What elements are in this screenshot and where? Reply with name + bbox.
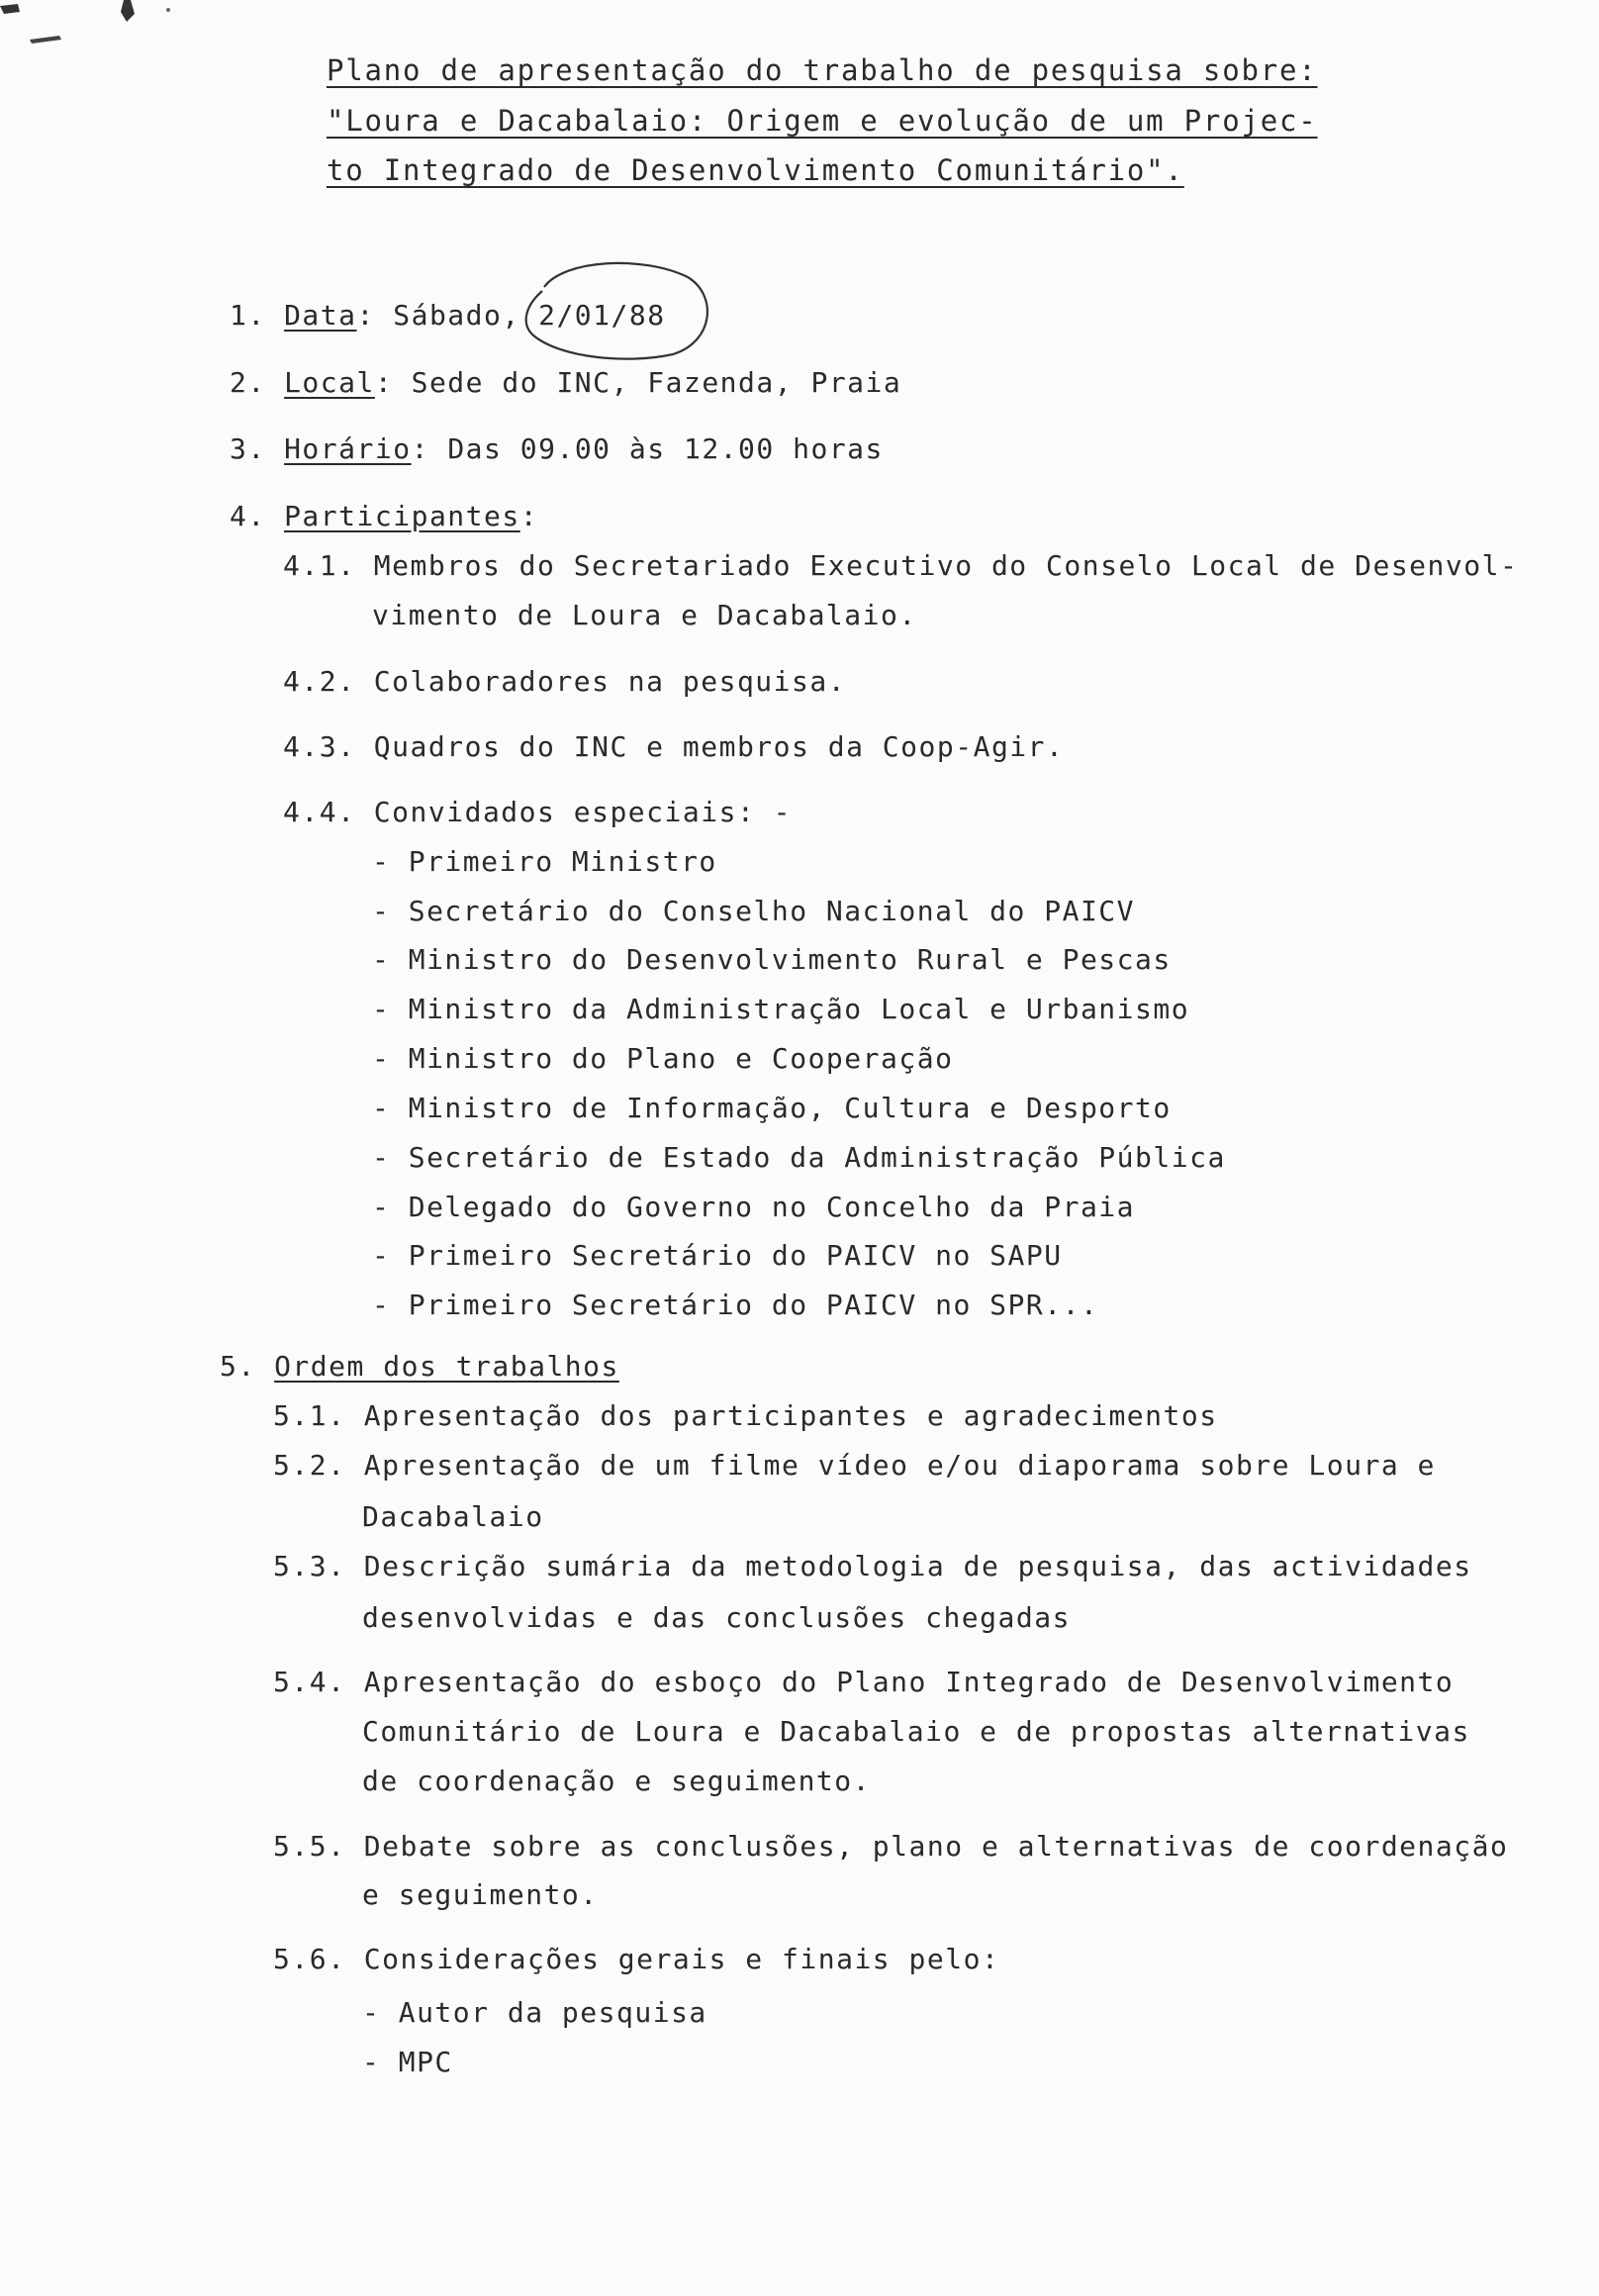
sub-text: Membros do Secretariado Executivo do Conselo Local de Desenvol- (373, 549, 1519, 582)
participants-label: Participantes (284, 500, 520, 532)
schedule-label: Horário (284, 432, 412, 465)
sub-number: 5.1. (273, 1399, 346, 1432)
sub-text: Quadros do INC e membros da Coop-Agir. (373, 730, 1065, 763)
sub-text: Convidados especiais: - (373, 796, 793, 828)
order-5-2 (273, 1449, 1436, 1483)
guest-list-item: - Primeiro Ministro (372, 845, 717, 878)
sub-number: 4.4. (283, 796, 356, 828)
order-label: Ordem dos trabalhos (274, 1350, 619, 1383)
sub-number: 5.2. (273, 1449, 346, 1482)
place-value: Sede do INC, Fazenda, Praia (411, 366, 902, 399)
sub-number: 4.1. (283, 549, 356, 582)
item-number: 3. (230, 432, 266, 465)
guest-list-item: - Ministro do Plano e Cooperação (372, 1042, 954, 1075)
participants-4-2 (283, 665, 846, 699)
order-5-4 (273, 1666, 1454, 1699)
order-5-6 (273, 1943, 999, 1976)
sub-text: Apresentação dos participantes e agradecimentos (363, 1399, 1218, 1432)
scan-artifact (0, 0, 198, 59)
sub-number: 5.5. (273, 1830, 346, 1863)
participants-4-1 (283, 549, 1518, 583)
item-participants: 4. Participantes: (230, 500, 539, 532)
guest-list-item: - Secretário do Conselho Nacional do PAICV (372, 895, 1136, 927)
date-value: Sábado, 2/01/88 (393, 299, 666, 332)
participants-4-4 (283, 796, 792, 829)
sub-number: 5.4. (273, 1666, 346, 1698)
item-schedule: 3. Horário: Das 09.00 às 12.00 horas (230, 432, 884, 465)
sub-text: Apresentação do esboço do Plano Integrado de Desenvolvimento (363, 1666, 1455, 1698)
sub-text: Colaboradores na pesquisa. (373, 665, 847, 698)
closer-list-item: - MPC (362, 2046, 453, 2078)
item-number: 5. (220, 1350, 256, 1383)
order-5-5 (273, 1830, 1508, 1864)
schedule-value: Das 09.00 às 12.00 horas (447, 432, 884, 465)
item-order (220, 1350, 619, 1384)
date-label: Data (284, 299, 357, 332)
item-number: 4. (230, 500, 266, 532)
sub-number: 5.6. (273, 1943, 346, 1975)
document-title-line-3: to Integrado de Desenvolvimento Comunitário". (327, 153, 1184, 187)
sub-text: Apresentação de um filme vídeo e/ou diaporama sobre Loura e (363, 1449, 1436, 1482)
sub-text: Debate sobre as conclusões, plano e alternativas de coordenação (363, 1830, 1509, 1863)
guest-list-item: - Delegado do Governo no Concelho da Praia (372, 1191, 1136, 1223)
order-5-2-cont: Dacabalaio (362, 1500, 544, 1533)
guest-list-item: - Primeiro Secretário do PAICV no SPR... (372, 1289, 1099, 1321)
order-5-3-cont: desenvolvidas e das conclusões chegadas (362, 1601, 1071, 1634)
participants-4-1-cont: vimento de Loura e Dacabalaio. (372, 599, 917, 631)
order-5-4-cont: Comunitário de Loura e Dacabalaio e de propostas alternativas (362, 1715, 1470, 1748)
order-5-5-cont: e seguimento. (362, 1878, 599, 1911)
sub-text: Considerações gerais e finais pelo: (363, 1943, 1000, 1975)
guest-list-item: - Primeiro Secretário do PAICV no SAPU (372, 1239, 1063, 1272)
guest-list-item: - Ministro da Administração Local e Urbanismo (372, 993, 1190, 1025)
place-label: Local (284, 366, 375, 399)
participants-4-3 (283, 730, 1064, 764)
hand-drawn-circle (505, 247, 722, 371)
order-5-3 (273, 1550, 1472, 1583)
order-5-1 (273, 1399, 1218, 1433)
sub-number: 5.3. (273, 1550, 346, 1582)
item-date: 1. Data: Sábado, 2/01/88 (230, 299, 666, 332)
guest-list-item: - Ministro de Informação, Cultura e Desporto (372, 1092, 1172, 1124)
document-title-line-2: "Loura e Dacabalaio: Origem e evolução de um Projec- (327, 104, 1318, 138)
guest-list-item: - Secretário de Estado da Administração Pública (372, 1141, 1226, 1174)
closer-list-item: - Autor da pesquisa (362, 1996, 707, 2029)
document-title-line-1: Plano de apresentação do trabalho de pesquisa sobre: (327, 53, 1318, 87)
sub-text: Descrição sumária da metodologia de pesquisa, das actividades (363, 1550, 1472, 1582)
sub-number: 4.3. (283, 730, 356, 763)
item-place: 2. Local: Sede do INC, Fazenda, Praia (230, 366, 902, 399)
guest-list-item: - Ministro do Desenvolvimento Rural e Pescas (372, 943, 1172, 976)
sub-number: 4.2. (283, 665, 356, 698)
item-number: 2. (230, 366, 266, 399)
item-number: 1. (230, 299, 266, 332)
order-5-4-cont: de coordenação e seguimento. (362, 1765, 872, 1797)
